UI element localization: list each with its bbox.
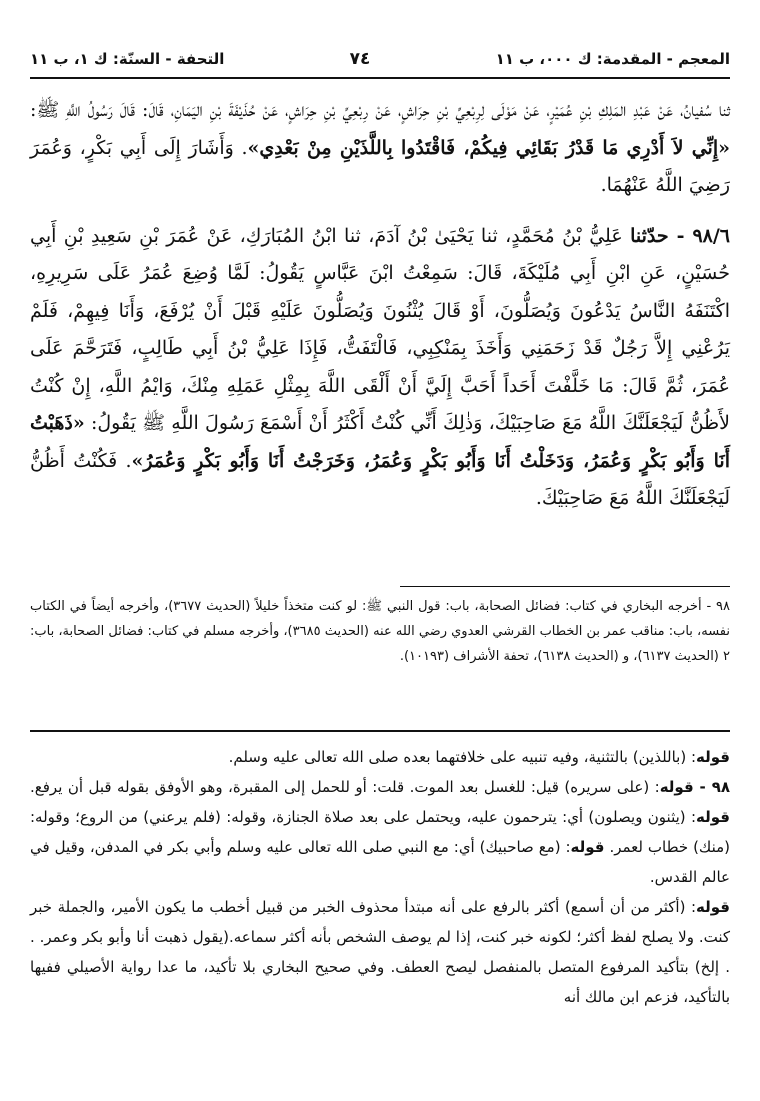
- commentary-lemma: قوله: [570, 838, 605, 856]
- header-divider: [30, 77, 730, 79]
- commentary: [30, 742, 730, 1012]
- footnotes: [30, 594, 730, 669]
- running-header: [30, 44, 730, 74]
- commentary-text: : (مع صاحبيك) أي: مع النبي صلى الله تعالى عليه وسلم وأبي بكر في المدفن، وقيل في عالم القدس.: [30, 838, 730, 886]
- commentary-text: : (باللذين) بالتثنية، وفيه تنبيه على خلافتهما بعده صلى الله تعالى عليه وسلم.: [228, 748, 697, 766]
- commentary-lemma: ٩٨ - قوله: [659, 778, 731, 796]
- hadith-98-text: عَلِيُّ بْنُ مُحَمَّدٍ، ثنا يَحْيَىٰ بْنُ آدَمَ، ثنا ابْنُ المُبَارَكِ، عَنْ عُمَرَ بْنِ سَعِيدِ بْنِ أَبِي حُسَيْنٍ، عَنِ ابْنِ أَبِي مُلَيْكَةَ، قَالَ: سَمِعْتُ ابْنَ عَبَّاسٍ يَقُولُ: لَمَّا وُضِعَ عُمَرُ عَلَى سَرِيرِهِ، اكْتَنَفَهُ النَّاسُ يَدْعُونَ وَيُصَلُّونَ، أَوْ قَالَ يُثْنُونَ وَيُصَلُّونَ عَلَيْهِ قَبْلَ أَنْ يُرْفَعَ، وَأَنَا فِيهِمْ، فَلَمْ يَرُعْنِي إِلاَّ رَجُلٌ قَدْ زَحَمَنِي وَأَخَذَ بِمَنْكِبِي، فَالْتَفَتُّ، فَإِذَا عَلِيُّ بْنُ أَبِي طَالِبٍ، فَتَرَحَّمَ عَلَى عُمَرَ، ثُمَّ قَالَ: مَا خَلَّفْتَ أَحَداً أَحَبَّ إِلَيَّ أَنْ أَلْقَى اللَّهَ بِمِثْلِ عَمَلِهِ مِنْكَ، وَايْمُ اللَّهِ، إِنْ كُنْتُ لأَظُنُّ لَيَجْعَلَنَّكَ اللَّهُ مَعَ صَاحِبَيْكَ، وَذٰلِكَ أَنِّي كُنْتُ أَكْثَرُ أَنْ أَسْمَعَ رَسُولَ اللَّهِ ﷺ يَقُولُ:: [30, 224, 730, 434]
- page-number: ٧٤: [349, 49, 371, 69]
- hadith-97-chain: ثنا سُفيانُ، عَنْ عَبْدِ المَلِكِ بْنِ عُمَيْرٍ، عَنْ مَوْلَى لِرِبْعِيِّ بْنِ حِرَاشٍ، عَنْ رِبْعِيِّ بْنِ حِرَاشٍ، عَنْ حُذَيْفَةَ بْنِ اليَمَانِ، قَالَ: قَالَ رَسُولُ اللَّهِ ﷺ:: [30, 99, 730, 121]
- commentary-paragraph: [30, 772, 730, 892]
- hadith-97-quote: «إِنِّي لاَ أَدْرِي مَا قَدْرُ بَقَائِي فِيكُمْ، فَاقْتَدُوا بِاللَّذَيْنِ مِنْ بَعْدِي»: [247, 136, 730, 159]
- hadith-98-ending: . فَكُنْتُ أَظُنُّ لَيَجْعَلَنَّكَ اللَّهُ مَعَ صَاحِبَيْكَ.: [30, 449, 730, 509]
- hadith-98-quote: «ذَهَبْتُ أَنَا وَأَبُو بَكْرٍ وَعُمَرُ، وَدَخَلْتُ أَنَا وَأَبُو بَكْرٍ وَعُمَرُ، وَخَرَجْتُ أَنَا وَأَبُو بَكْرٍ وَعُمَرُ»: [30, 412, 730, 472]
- commentary-lemma: قوله: [696, 748, 730, 766]
- hadith-98-paragraph: [30, 218, 730, 518]
- commentary-divider: [30, 730, 730, 732]
- hadith-97-paragraph: [30, 92, 730, 205]
- header-left-reference: التحفة - السنّة: ك ١، ب ١١: [30, 50, 225, 68]
- commentary-lemma: قوله: [696, 898, 730, 916]
- commentary-text: : (أكثر من أن أسمع) أكثر بالرفع على أنه مبتدأ محذوف الخبر من قبيل أخطب ما يكون الأمير، والجملة خبر كنت. ولا يصلح لفظ أكثر؛ لكونه خبر كنت، إذا لم يوصف الشخص بأنه أكثر سماعه.(يقول ذهبت أنا وأبو بكر وعمر. . . إلخ) بتأكيد المرفوع المتصل بالمنفصل ليصح العطف. وفي صحيح البخاري بلا تأكيد، ما عدا رواية الأصيلي ففيها بالتأكيد، فزعم ابن مالك أنه: [30, 898, 730, 1006]
- hadith-98-number: ٩٨/٦ -: [668, 224, 730, 247]
- footnote-98: ٩٨ - أخرجه البخاري في كتاب: فضائل الصحابة، باب: قول النبي ﷺ: لو كنت متخذاً خليلاً (الحديث ٣٦٧٧)، وأخرجه أيضاً في الكتاب نفسه، باب: مناقب عمر بن الخطاب القرشي العدوي رضي الله عنه (الحديث ٣٦٨٥)، وأخرجه مسلم في كتاب: فضائل الصحابة، باب: ٢ (الحديث ٦١٣٧)، و (الحديث ٦١٣٨)، تحفة الأشراف (١٠١٩٣).: [29, 599, 730, 664]
- commentary-paragraph: [30, 892, 730, 1012]
- hadith-98-opening: حدّثنا: [630, 224, 669, 247]
- hadith-text: [30, 92, 730, 518]
- footnote-divider: [400, 586, 730, 587]
- commentary-paragraph: [30, 742, 730, 772]
- header-right-reference: المعجم - المقدمة: ك ٠٠٠، ب ١١: [495, 50, 730, 68]
- commentary-text: : (يثنون ويصلون) أي: يترحمون عليه، ويحتمل على بعد صلاة الجنازة، وقوله: (فلم يرعني) من الروع؛ وقوله: (منك) خطاب لعمر.: [30, 808, 730, 856]
- hadith-97-ending: . وَأَشَارَ إِلَى أَبِي بَكْرٍ، وَعُمَرَ رَضِيَ اللَّهُ عَنْهُمَا.: [30, 136, 730, 196]
- commentary-lemma: قوله: [696, 808, 730, 826]
- commentary-text: : (على سريره) قيل: للغسل بعد الموت. قلت: أو للحمل إلى المقبرة، وهو الأوفق بقوله قبل أن يرفع.: [30, 778, 660, 796]
